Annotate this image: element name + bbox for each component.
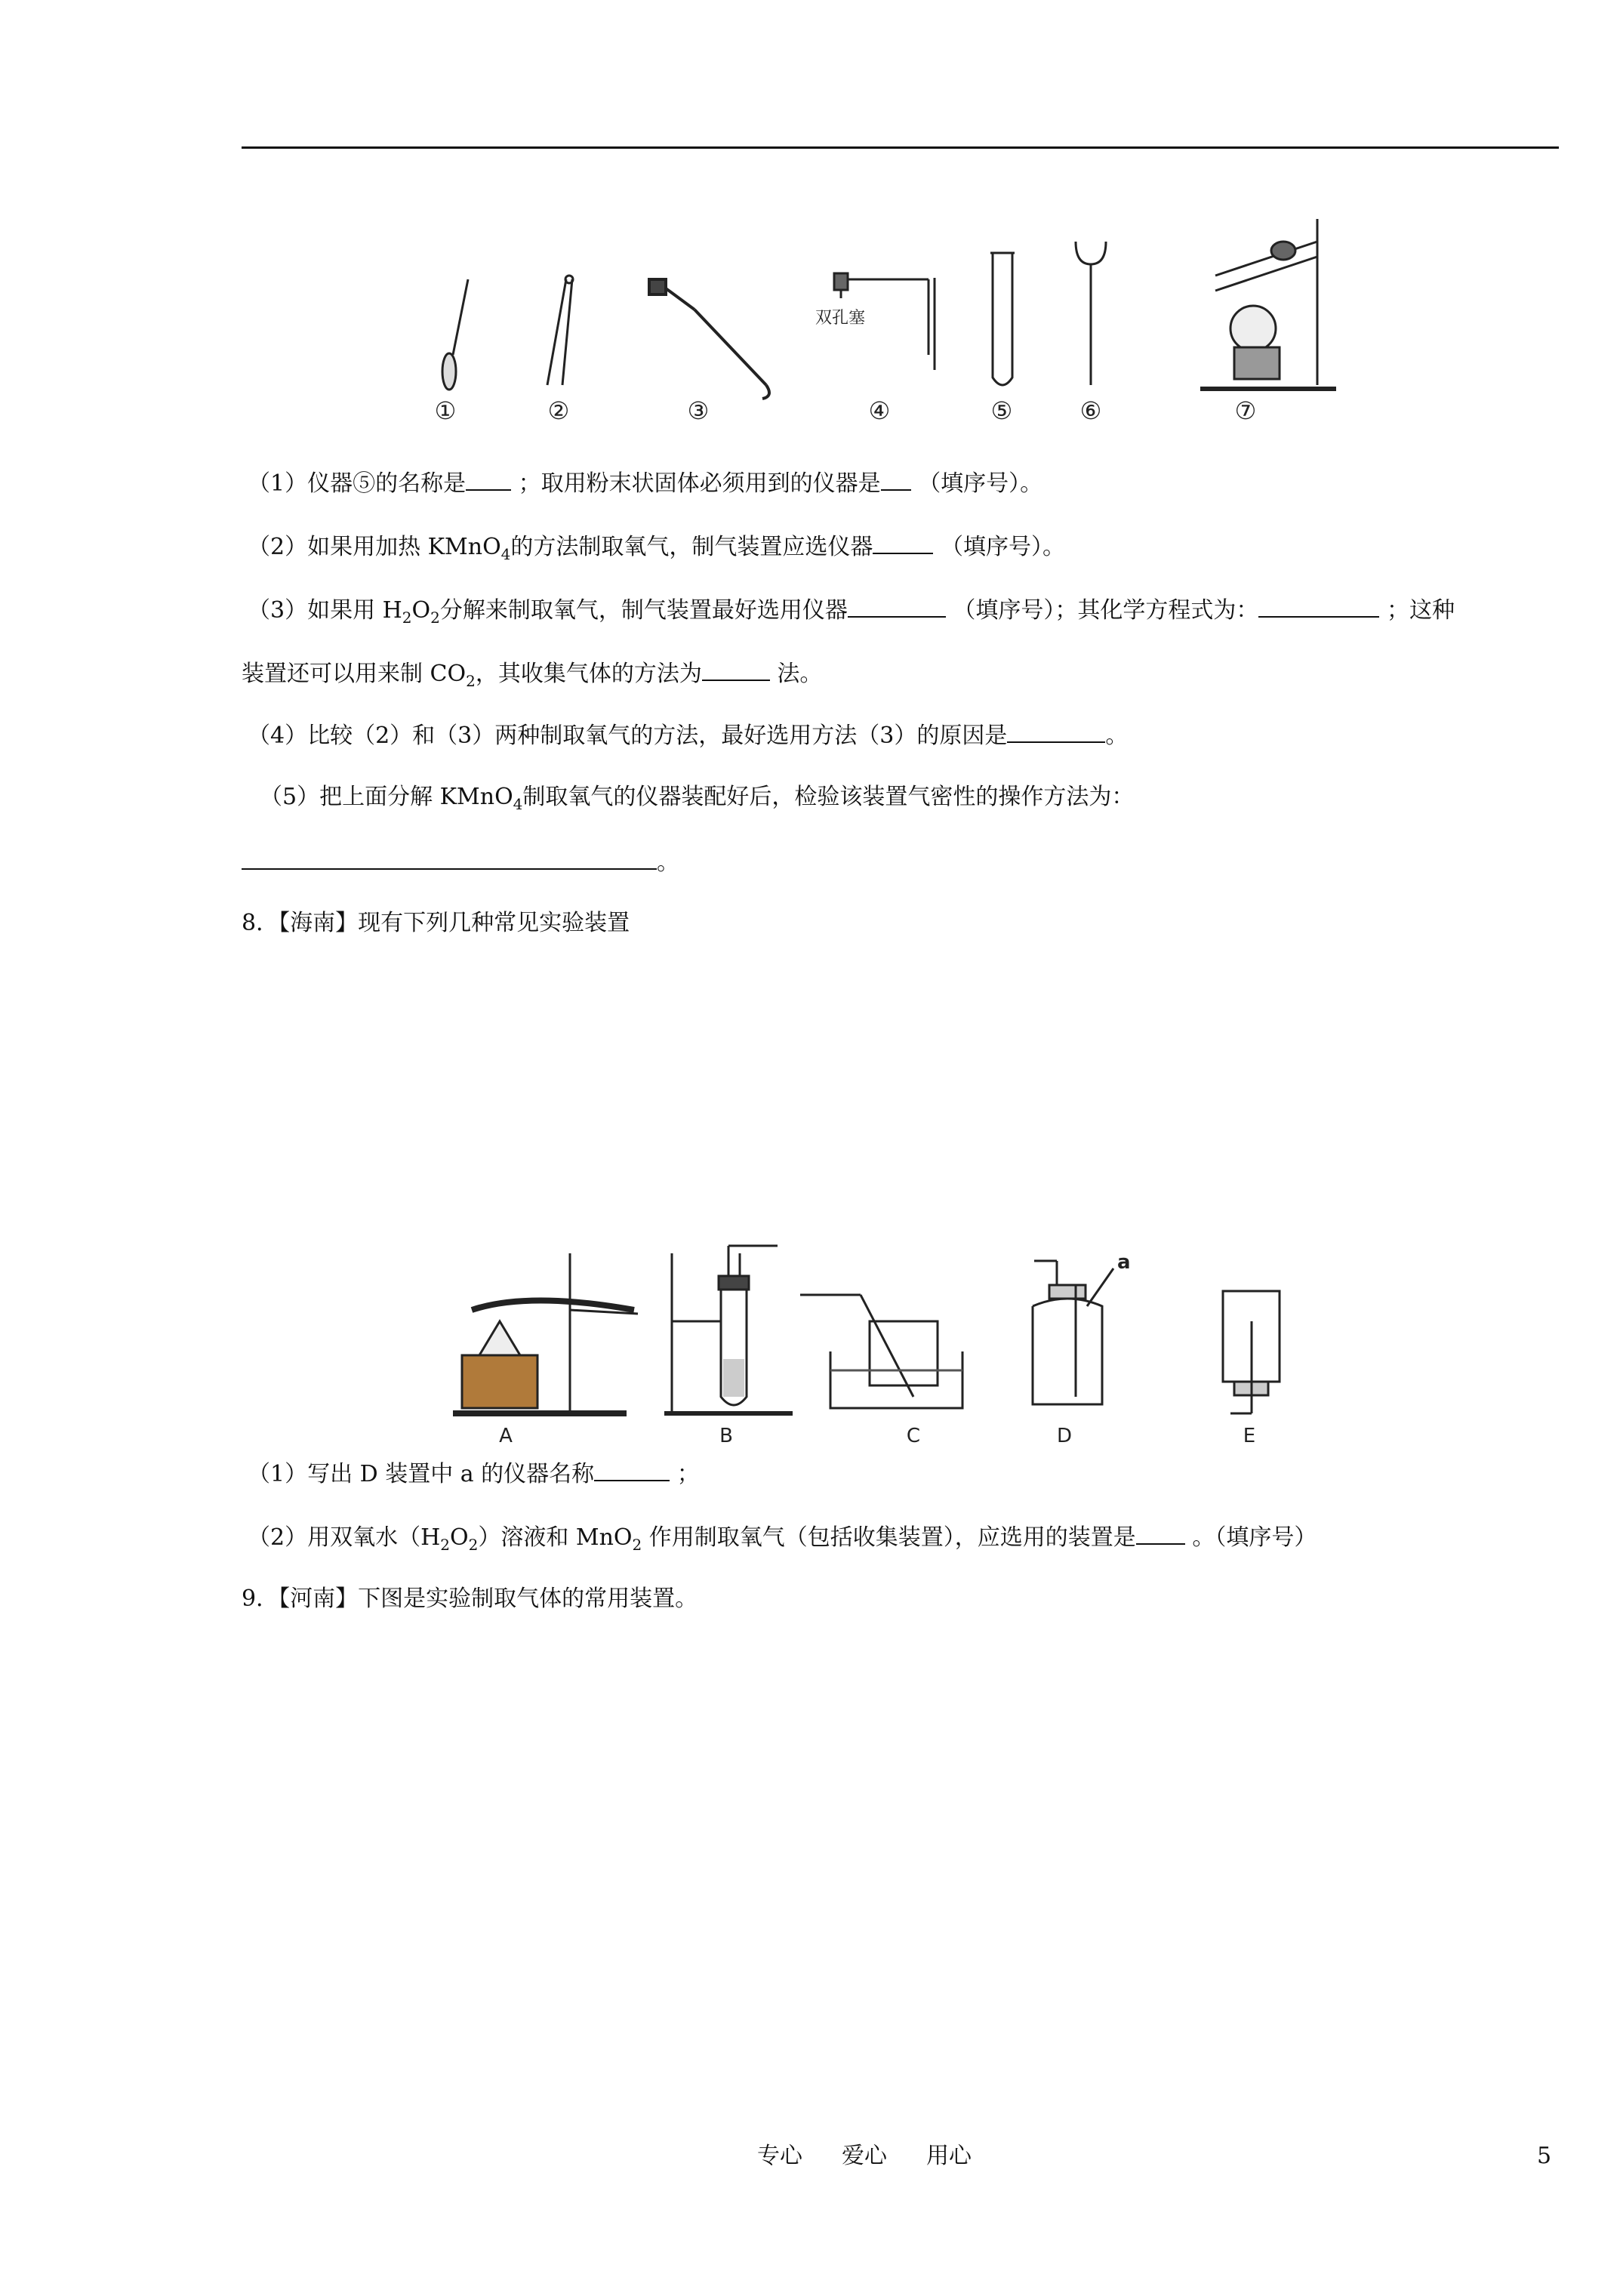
apparatus-C [800, 1295, 962, 1408]
instrument-5-test-tube [990, 253, 1015, 385]
apparatus-B [664, 1246, 793, 1413]
instrument-1-spatula [442, 279, 468, 390]
instrument-label: ⑦ [1234, 396, 1257, 425]
footer-item: 专心 [757, 2143, 802, 2169]
tube-note: 双孔塞 [815, 309, 866, 328]
apparatus-D-label-a: a [1117, 1251, 1131, 1274]
instrument-label: ③ [687, 396, 710, 425]
instrument-3-tube-with-stopper [649, 279, 769, 399]
q8-part1: （1）写出 D 装置中 a 的仪器名称 ； [248, 1459, 700, 1490]
apparatus-D [1033, 1261, 1113, 1404]
instrument-label: ⑥ [1079, 396, 1102, 425]
apparatus-A [453, 1253, 638, 1413]
q7-part3: （3）如果用 $H_2O_2$分解来制取氧气，制气装置最好选用仪器 （填序号）；其化学方程式为： ；这种 [248, 595, 1455, 633]
apparatus-label: A [499, 1425, 513, 1447]
q7-part2: （2）如果用加热 KMnO$_4$的方法制取氧气，制气装置应选仪器 （填序号）。 [248, 532, 1065, 569]
q7-part5-answer: 。 [242, 847, 679, 878]
q8-part2: （2）用双氧水$(H_2O_2)$溶液和 MnO$_2$ 作用制取氧气（包括收集装置），应选用的装置是 。（填序号） [248, 1522, 1317, 1560]
q7-part4: （4）比较（2）和（3）两种制取氧气的方法，最好选用方法（3）的原因是 。 [248, 720, 1128, 751]
header-rule [242, 146, 1559, 149]
instrument-2-tweezers [547, 276, 573, 385]
page-number: 5 [1537, 2143, 1552, 2169]
instruments-figure [423, 204, 1351, 438]
q8-title: 8．【海南】现有下列几种常见实验装置 [242, 910, 630, 936]
instrument-6-combustion-spoon [1076, 242, 1106, 385]
apparatus-label: C [906, 1425, 921, 1447]
apparatus-E [1223, 1291, 1280, 1413]
footer-item: 用心 [926, 2143, 972, 2169]
apparatus-label: E [1243, 1425, 1256, 1447]
instrument-label: ⑤ [990, 396, 1013, 425]
instrument-label: ④ [868, 396, 891, 425]
q7-part1: （1）仪器⑤的名称是 ；取用粉末状固体必须用到的仪器是 （填序号）。 [248, 468, 1042, 499]
apparatus-label: B [719, 1425, 733, 1447]
apparatus-label: D [1056, 1425, 1073, 1447]
instrument-7-heating-setup [1200, 219, 1336, 389]
instrument-label: ① [434, 396, 457, 425]
apparatus-figure [445, 1238, 1351, 1450]
footer-item: 爱心 [842, 2143, 887, 2169]
q9-title: 9．【河南】下图是实验制取气体的常用装置。 [242, 1586, 698, 1612]
q7-part3-cont: 装置还可以用来制 $CO_2$，其收集气体的方法为 法。 [242, 658, 822, 696]
q7-part5: （5）把上面分解 KMnO$_4$制取氧气的仪器装配好后，检验该装置气密性的操作方法为： [260, 784, 1135, 813]
instrument-label: ② [547, 396, 570, 425]
